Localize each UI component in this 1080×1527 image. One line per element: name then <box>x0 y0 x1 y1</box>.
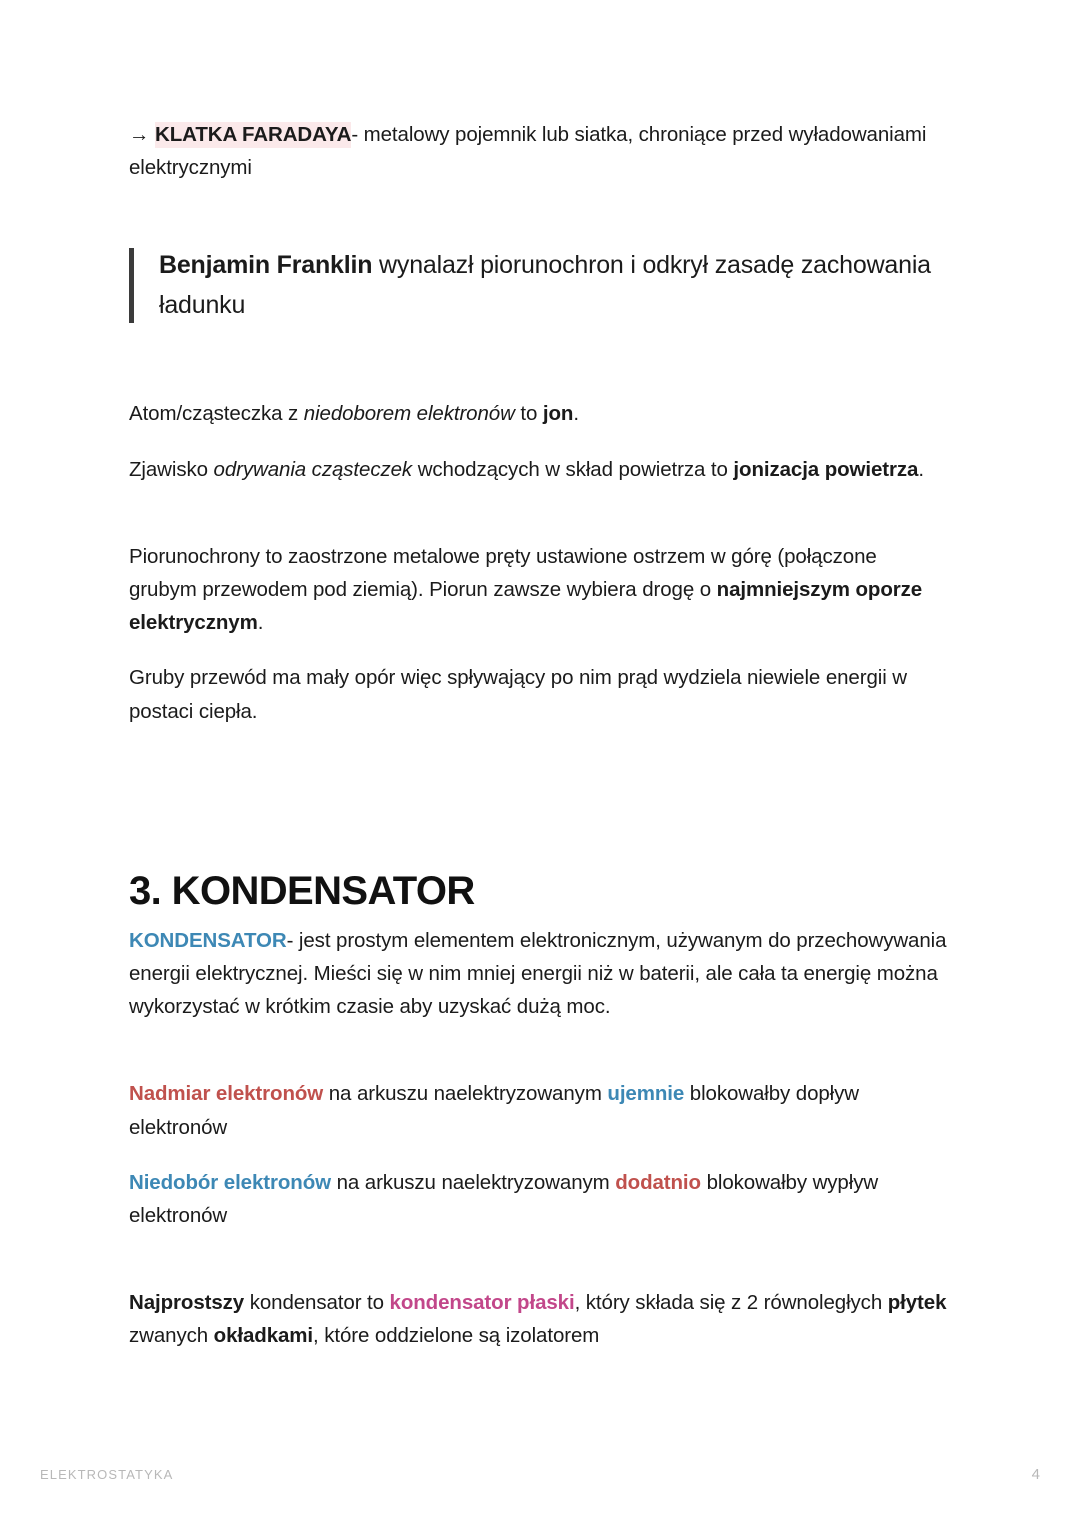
spacer <box>129 1067 949 1077</box>
rods-lead: Piorunochrony to zaostrzone metalowe pręty ustawione ostrzem w górę (połączone grubym przewodem pod ziemią). Piorun zawsze wybiera drogę o <box>129 544 877 602</box>
ion-end: . <box>573 402 579 426</box>
simplest-bold-okladkami: okładkami <box>213 1324 314 1348</box>
paragraph-lightning-rods <box>129 540 949 640</box>
page-title: 3. KONDENSATOR <box>129 868 475 913</box>
term-klatka-faradaya: KLATKA FARADAYA <box>155 123 352 146</box>
quote-rest: wynalazł piorunochron i odkrył zasadę zachowania ładunku <box>159 251 931 319</box>
blockquote-text <box>159 246 949 325</box>
blockquote-franklin <box>129 246 949 325</box>
ionization-end: . <box>918 457 924 481</box>
ionization-bold-term: jonizacja powietrza <box>733 457 919 481</box>
paragraph-ionization <box>129 453 949 486</box>
excess-end: blokowałby dopływ elektronów <box>129 1082 859 1139</box>
spacer <box>129 530 949 540</box>
ionization-italic-term: odrywania cząsteczek <box>213 457 413 481</box>
capacitor-description: - jest prostym elementem elektronicznym, używanym do przechowywania energii elektrycznej. Mieści się w nim mniej energii niż w baterii, ale cała ta energię można wykorzystać w krótkim czasie aby uzyskać dużą moc. <box>129 928 947 1019</box>
spacer <box>129 431 949 453</box>
spacer <box>129 1276 949 1286</box>
spacer <box>129 1232 949 1276</box>
ionization-lead: Zjawisko <box>129 457 214 481</box>
paragraph-deficit-electrons <box>129 1166 949 1232</box>
spacer <box>129 1023 949 1067</box>
term-kondensator: KONDENSATOR <box>129 928 287 952</box>
ion-bold-term: jon <box>542 402 574 426</box>
term-dodatnio: dodatnio <box>615 1170 701 1194</box>
spacer <box>129 914 949 924</box>
excess-mid: na arkuszu naelektryzowanym <box>323 1082 608 1106</box>
term-nadmiar-elektronow: Nadmiar elektronów <box>129 1082 324 1106</box>
simplest-mid3: zwanych <box>129 1324 214 1348</box>
rods-end: . <box>257 611 264 635</box>
spacer <box>129 184 949 246</box>
paragraph-thick-wire: Gruby przewód ma mały opór więc spływający po nim prąd wydziela niewiele energii w postaci ciepła. <box>129 666 907 723</box>
spacer <box>129 387 949 397</box>
quote-person-name: Benjamin Franklin <box>159 251 373 280</box>
simplest-bold-plytek: płytek <box>887 1291 947 1315</box>
paragraph-faraday-cage <box>129 118 949 184</box>
footer-page-number: 4 <box>1031 1465 1040 1483</box>
deficit-end: blokowałby wypływ elektronów <box>129 1170 879 1228</box>
term-ujemnie: ujemnie <box>607 1082 685 1106</box>
arrow-icon: → <box>129 123 150 146</box>
term-niedobor-elektronow: Niedobór elektronów <box>129 1170 331 1194</box>
term-kondensator-plaski: kondensator płaski <box>389 1291 575 1315</box>
paragraph-capacitor-definition <box>129 924 949 1024</box>
spacer <box>129 325 949 387</box>
paragraph-excess-electrons <box>129 1077 949 1143</box>
spacer <box>129 486 949 530</box>
paragraph-simplest-capacitor <box>129 1286 949 1352</box>
blockquote-bar <box>129 248 134 323</box>
faraday-description: - metalowy pojemnik lub siatka, chroniące przed wyładowaniami elektrycznymi <box>129 123 927 180</box>
ion-lead: Atom/cząsteczka z <box>129 402 304 426</box>
ionization-mid: wchodzących w skład powietrza to <box>412 457 734 481</box>
paragraph-ion-definition <box>129 397 949 430</box>
simplest-end: , które oddzielone są izolatorem <box>313 1324 600 1348</box>
spacer <box>129 639 949 661</box>
footer-document-title: ELEKTROSTATYKA <box>40 1466 174 1482</box>
simplest-mid1: kondensator to <box>244 1291 390 1315</box>
spacer <box>129 1144 949 1166</box>
deficit-mid: na arkuszu naelektryzowanym <box>330 1170 616 1194</box>
ion-italic-term: niedoborem elektronów <box>303 402 515 426</box>
ion-mid: to <box>514 402 543 426</box>
simplest-bold-najprostszy: Najprostszy <box>129 1291 245 1315</box>
spacer <box>129 728 949 846</box>
document-content <box>129 118 949 1353</box>
page-footer <box>40 1462 1040 1486</box>
simplest-mid2: , który składa się z 2 równoległych <box>574 1291 888 1315</box>
spacer <box>129 846 949 868</box>
rods-bold-term: najmniejszym oporze elektrycznym <box>129 578 923 635</box>
